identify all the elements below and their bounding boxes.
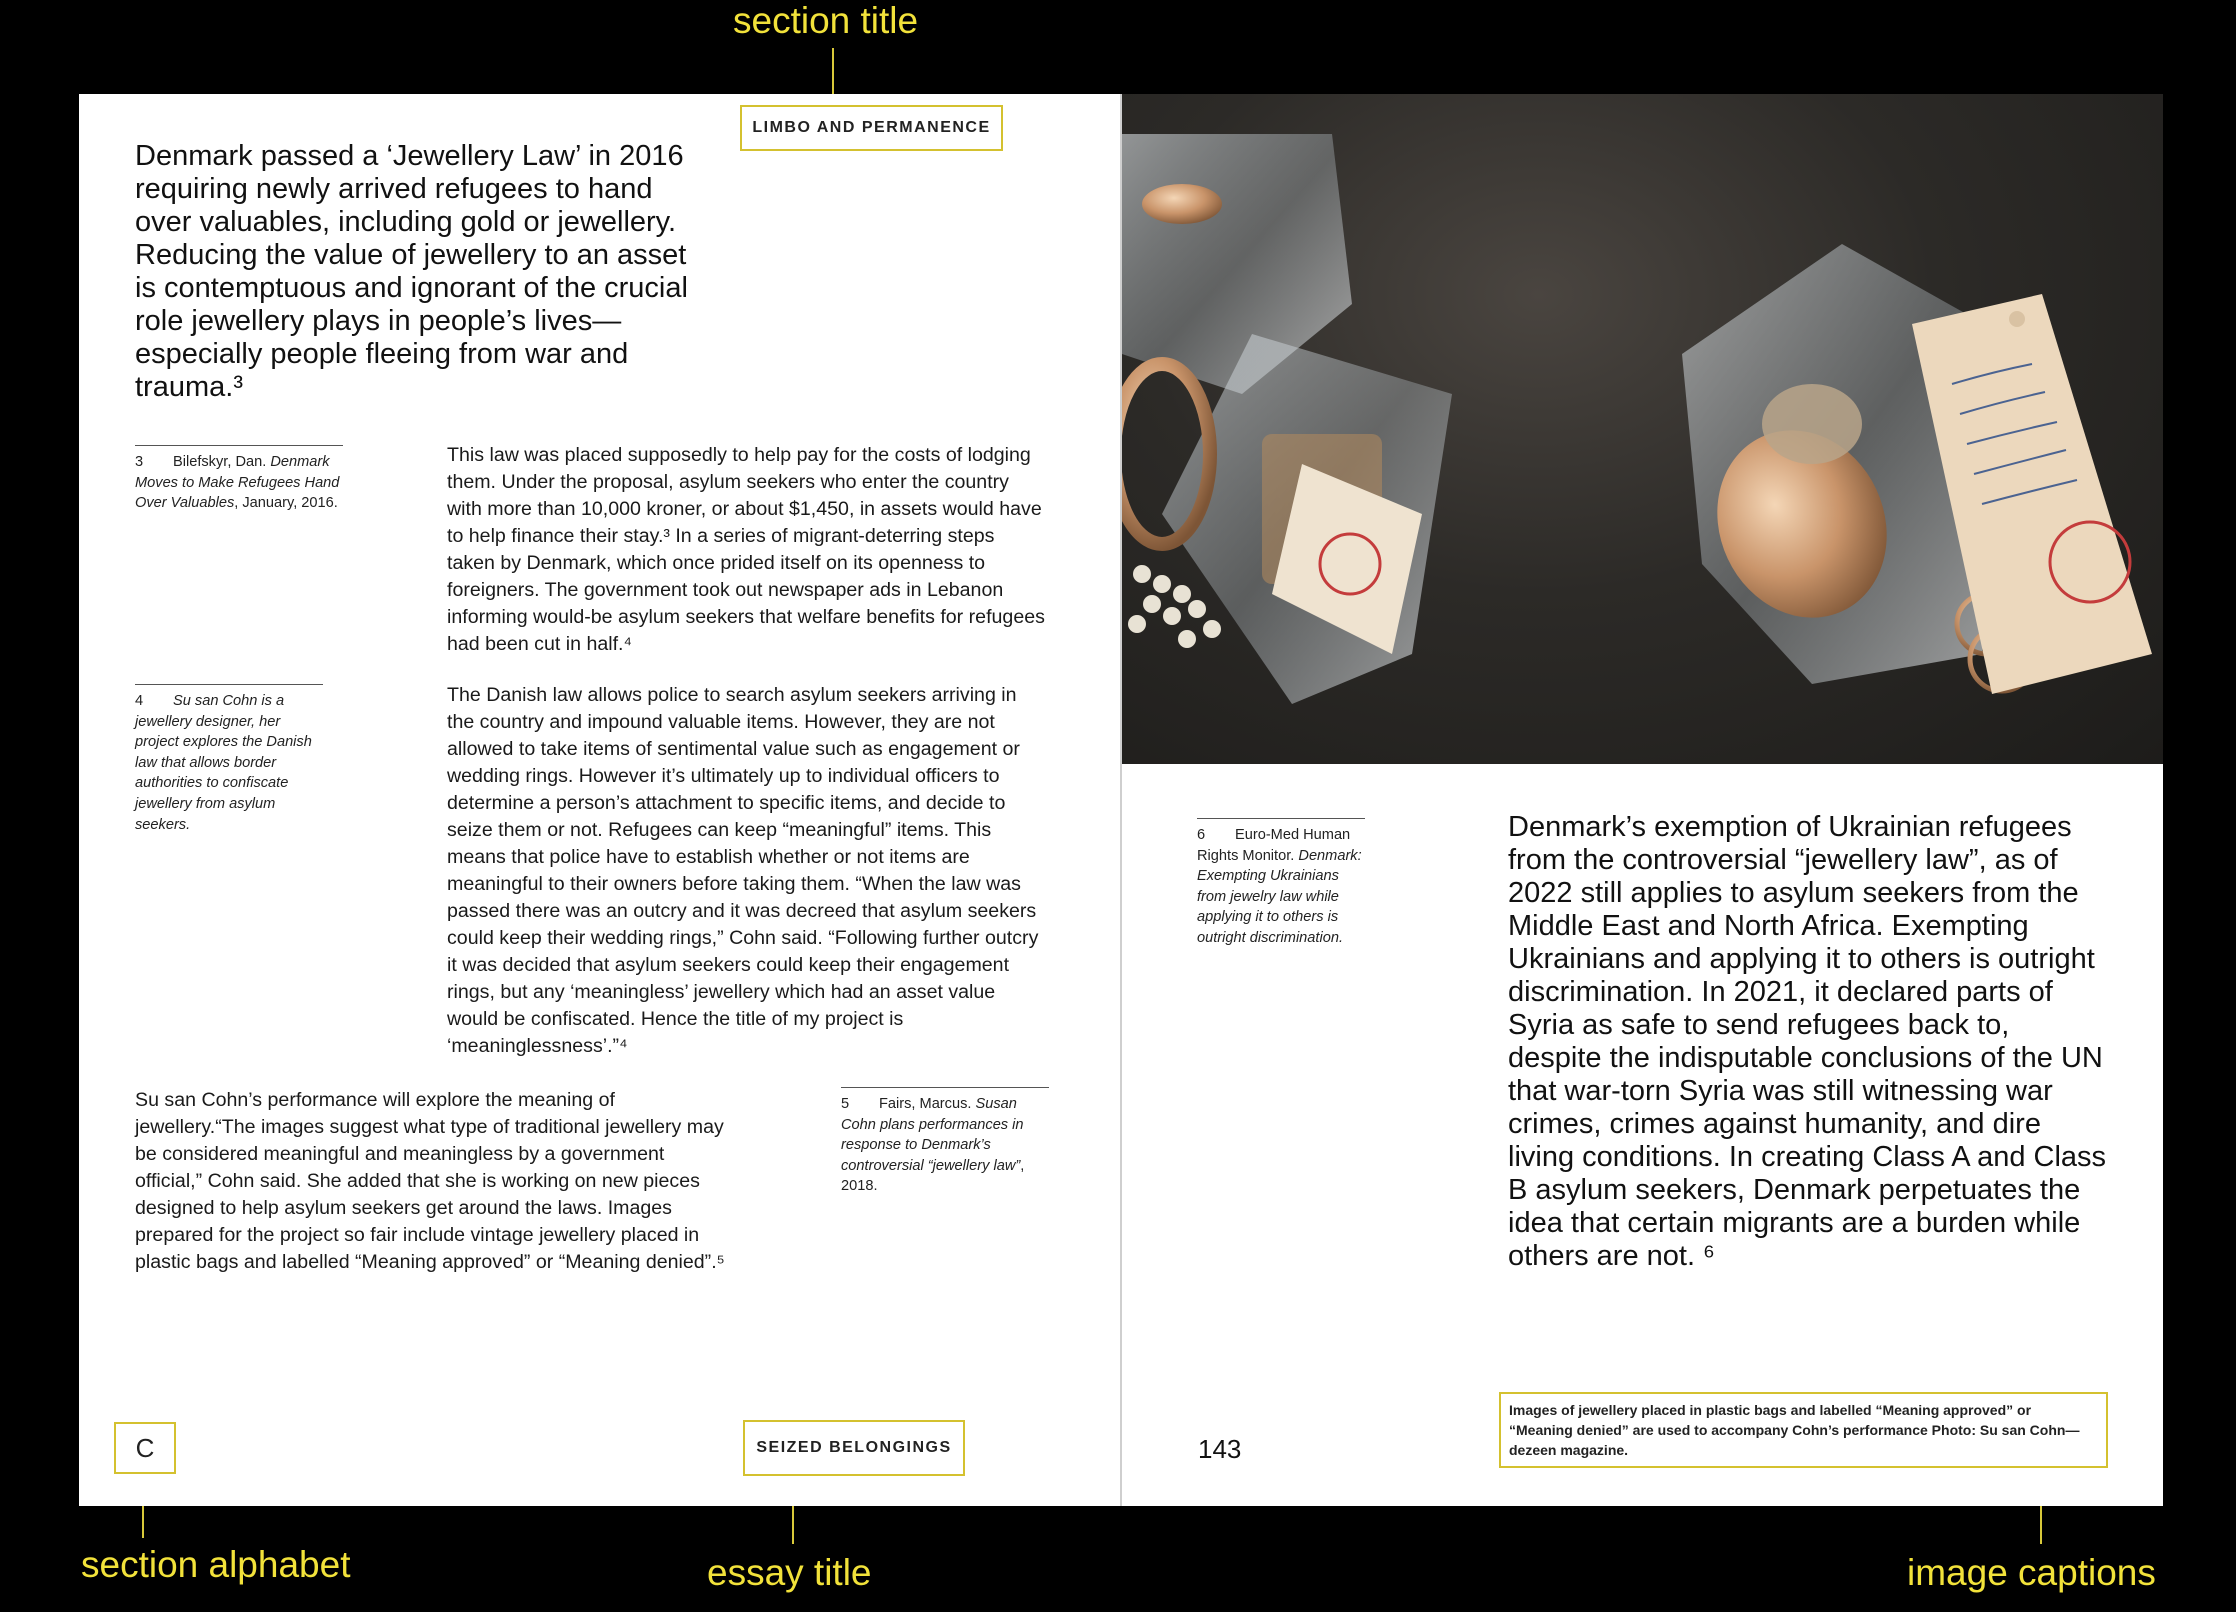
footnote-3-author: Bilefskyr, Dan. — [173, 454, 267, 470]
footnote-4-text: Su san Cohn is a jewellery designer, her project explores the Danish law that allows border authorities to confiscate jewellery from asylum seekers. — [135, 693, 312, 833]
bag-right — [1682, 244, 2152, 694]
footnote-3 — [135, 445, 343, 514]
section-title-box: LIMBO AND PERMANENCE — [740, 105, 1003, 151]
footnote-6-number: 6 — [1197, 827, 1206, 843]
footnote-4-number: 4 — [135, 693, 144, 709]
footnote-6-author: Euro-Med Human Rights Monitor. — [1197, 827, 1351, 864]
image-caption-box: Images of jewellery placed in plastic bags and labelled “Meaning approved” or “Meaning denied” are used to accompany Cohn’s performance Photo: Su san Cohn—dezeen magazine. — [1499, 1392, 2108, 1468]
annotation-image-captions: image captions — [1907, 1552, 2156, 1593]
body-paragraph-3: Su san Cohn’s performance will explore the meaning of jewellery.“The images suggest what type of traditional jewellery may be considered meaningful and meaningless by a government official,” Cohn said. She added that she is working on new pieces designed to help asylum seekers get around the laws. Images prepared for the project so fair include vintage jewellery placed in plastic bags and labelled “Meaning approved” or “Meaning denied”.⁵ — [135, 1089, 725, 1273]
footnote-5-author: Fairs, Marcus. — [879, 1096, 972, 1112]
jewellery-photo — [1122, 94, 2163, 764]
pull-quote-left: Denmark passed a ‘Jewellery Law’ in 2016 requiring newly arrived refugees to hand over valuables, including gold or jewellery. Reducing the value of jewellery to an asset is contemptuous and ignorant of the crucial role jewellery plays in people’s lives—especially people fleeing from war and trauma.³ — [135, 140, 688, 403]
footnote-6-title: Denmark: Exempting Ukrainians from jewelry law while applying it to others is outright discrimination. — [1197, 847, 1362, 946]
left-page — [79, 94, 1121, 1506]
book-spread — [79, 94, 2163, 1506]
page-number: 143 — [1198, 1434, 1242, 1464]
footnote-5 — [841, 1087, 1049, 1197]
annotation-section-title: section title — [733, 0, 919, 41]
body-paragraph-1: This law was placed supposedly to help pay for the costs of lodging them. Under the proposal, asylum seekers who enter the country with more than 10,000 kroner, or about $1,450, in assets would have to help finance their stay.³ In a series of migrant-deterring steps taken by Denmark, which once prided itself on its openness to foreigners. The government took out newspaper ads in Lebanon informing would-be asylum seekers that welfare benefits for refugees had been cut in half.⁴ — [447, 444, 1045, 655]
footnote-3-title: Denmark Moves to Make Refugees Hand Over Valuables — [135, 454, 340, 512]
footnote-5-rest: , 2018. — [841, 1157, 1025, 1195]
footnote-3-rest: , January, 2016. — [234, 495, 338, 512]
jewellery-photo-illustration — [1122, 94, 2163, 764]
annotation-essay-title: essay title — [707, 1552, 872, 1593]
bag-left — [1122, 134, 1452, 704]
footnote-5-number: 5 — [841, 1096, 850, 1112]
body-paragraph-2: The Danish law allows police to search asylum seekers arriving in the country and impound valuable items. However, they are not allowed to take items of sentimental value such as engagement or wedding rings. However it’s ultimately up to individual officers to determine a person’s attachment to specific items, and decide to seize them or not. Refugees can keep “meaningful” items. This means that police have to establish whether or not items are meaningful to their owners before taking them. “When the law was passed there was an outcry and it was decreed that asylum seekers could keep their wedding rings,” Cohn said. “Following further outcry it was decided that asylum seekers could keep their engagement rings, but any ‘meaningless’ jewellery which had an asset value would be confiscated. Hence the title of my project is ‘meaninglessness’.”⁴ — [447, 684, 1039, 1057]
footnote-5-title: Susan Cohn plans performances in response to Denmark’s controversial “jewellery law” — [841, 1096, 1024, 1174]
section-letter-box: C — [114, 1422, 176, 1474]
right-page — [1122, 94, 2163, 1506]
pull-quote-right: Denmark’s exemption of Ukrainian refugees from the controversial “jewellery law”, as of 2022 still applies to asylum seekers from the Middle East and North Africa. Exempting Ukrainians and applying it to others is outright discrimination. In 2021, it declared parts of Syria as safe to send refugees back to, despite the indisputable conclusions of the UN that war-torn Syria was still witnessing war crimes, crimes against humanity, and dire living conditions. In creating Class A and Class B asylum seekers, Denmark perpetuates the idea that certain migrants are a burden while others are not. ⁶ — [1508, 811, 2107, 1272]
footnote-4 — [135, 684, 323, 835]
annotation-section-alphabet: section alphabet — [81, 1544, 351, 1585]
footnote-3-number: 3 — [135, 454, 144, 470]
footnote-6-block — [1197, 818, 1365, 949]
essay-title-box: SEIZED BELONGINGS — [743, 1420, 965, 1476]
